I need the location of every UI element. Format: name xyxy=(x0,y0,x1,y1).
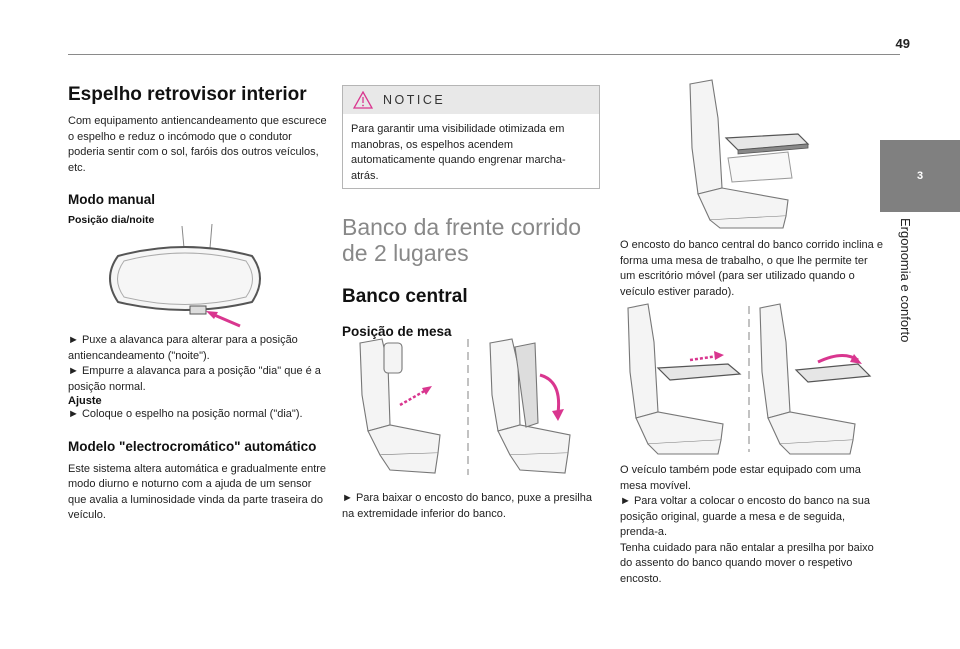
mirror-intro: Com equipamento antiencandeamento que escurece o espelho e reduz o incómodo que o condutor poderia sentir com o sol, faróis dos outros veículos, etc. xyxy=(68,115,327,174)
column-bench xyxy=(342,214,604,339)
lower-backrest-step: ► Para baixar o encosto do banco, puxe a presilha na extremidade inferior do banco. xyxy=(342,492,592,520)
header-rule xyxy=(68,54,900,55)
chapter-tab-number: 3 xyxy=(916,170,924,182)
notice-box xyxy=(342,85,600,189)
step-pull-lever: ► Puxe a alavanca para alterar para a posição antiencandeamento ("noite"). xyxy=(68,334,298,362)
manual-mode-heading: Modo manual xyxy=(68,192,155,207)
electrochromic-text: Este sistema altera automática e gradualmente entre modo diurno e noturno com a ajuda de um sensor que avalia a luminosidade vinda da parte traseira do veículo. xyxy=(68,462,327,521)
warning-icon xyxy=(353,91,373,109)
notice-label: NOTICE xyxy=(383,93,446,107)
chapter-title: Ergonomia e conforto xyxy=(898,218,913,343)
electrochromic-heading: Modelo "electrocromático" automático xyxy=(68,438,317,454)
column-table-text xyxy=(620,238,885,300)
mobile-table-illustration xyxy=(618,302,880,457)
step-push-lever: ► Empurre a alavanca para a posição "dia" que é a posição normal. xyxy=(68,365,321,393)
backrest-table-text: O encosto do banco central do banco corrido inclina e forma uma mesa de trabalho, o que lhe permite ter um escritório móvel (para ser utilizado quando o veículo estiver parado). xyxy=(620,239,883,298)
seat-fold-illustration xyxy=(340,335,602,480)
return-backrest-step: ► Para voltar a colocar o encosto do banco na sua posição original, guarde a mesa e de seguida, prenda-a. xyxy=(620,495,870,538)
work-table-illustration xyxy=(668,78,828,230)
adjust-label: Ajuste xyxy=(68,395,102,407)
mirror-title: Espelho retrovisor interior xyxy=(68,84,307,105)
bench-title: Banco da frente corrido de 2 lugares xyxy=(342,214,582,266)
notice-header xyxy=(343,86,599,114)
column-mobile-table-text xyxy=(620,463,885,587)
column-mirror-lower xyxy=(68,333,330,524)
chapter-tab[interactable] xyxy=(880,140,960,212)
column-mirror xyxy=(68,84,330,226)
page-number: 49 xyxy=(895,36,910,51)
day-night-label: Posição dia/noite xyxy=(68,214,155,226)
table-position-heading: Posição de mesa xyxy=(342,324,452,339)
caution-text: Tenha cuidado para não entalar a presilha por baixo do assento do banco quando mover o respetivo encosto. xyxy=(620,541,874,585)
center-seat-heading: Banco central xyxy=(342,286,468,307)
notice-text: Para garantir uma visibilidade otimizada em manobras, os espelhos acendem automaticamente quando engrenar marcha-atrás. xyxy=(351,123,566,182)
column-bench-lower xyxy=(342,491,604,522)
mirror-illustration xyxy=(100,218,270,330)
mobile-table-text: O veículo também pode estar equipado com uma mesa movível. xyxy=(620,464,861,492)
step-normal-position: ► Coloque o espelho na posição normal ("dia"). xyxy=(68,408,303,420)
